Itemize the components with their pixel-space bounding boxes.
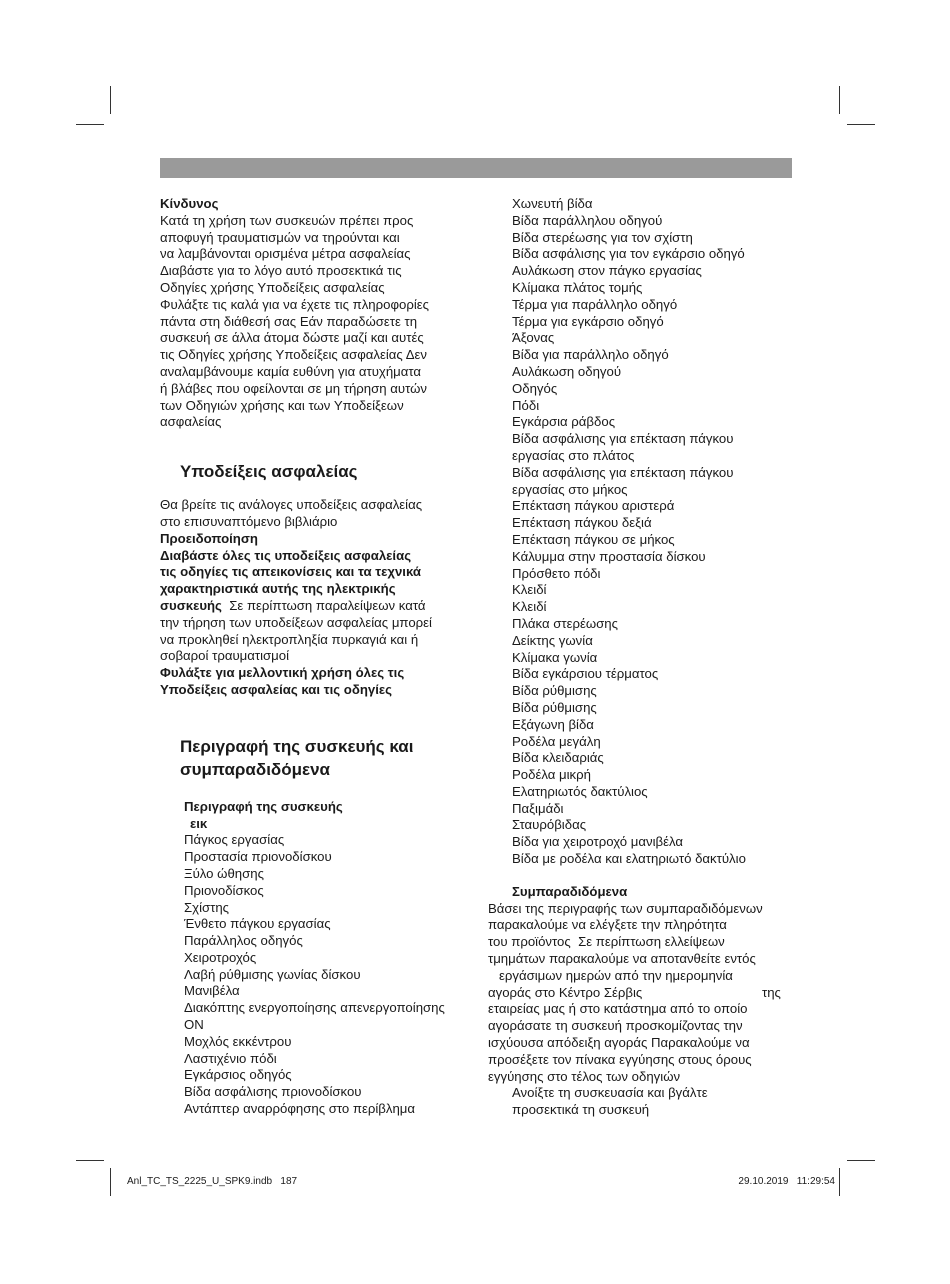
text-line: τις Οδηγίες χρήσης Υποδείξεις ασφαλείας Δεν <box>160 347 427 363</box>
list-item: Εξάγωνη βίδα <box>512 716 594 732</box>
list-item: Παξιμάδι <box>512 800 564 816</box>
list-item: Διακόπτης ενεργοποίησης απενεργοποίησης <box>184 1000 445 1016</box>
list-item: Τέρμα για παράλληλο οδηγό <box>512 296 678 312</box>
list-item: Άξονας <box>512 330 555 346</box>
list-item: Επέκταση πάγκου αριστερά <box>512 498 675 514</box>
list-item: Αυλάκωση οδηγού <box>512 363 622 379</box>
text-line: την τήρηση των υποδείξεων ασφαλείας μπορεί <box>160 614 432 630</box>
list-item: Αυλάκωση στον πάγκο εργασίας <box>512 263 702 279</box>
list-item: Προστασία πριονοδίσκου <box>184 849 332 865</box>
crop-mark <box>839 86 840 114</box>
crop-mark <box>76 124 104 125</box>
bold-word: συσκευής <box>160 597 222 613</box>
text-line: στο επισυναπτόμενο βιβλιάριο <box>160 513 338 529</box>
description-list <box>160 799 480 1118</box>
list-item: Βίδα ασφάλισης πριονοδίσκου <box>184 1084 362 1100</box>
list-item: Πρόσθετο πόδι <box>512 565 601 581</box>
text-line: του προϊόντος Σε περίπτωση ελλείψεων <box>488 934 725 950</box>
list-item: Μοχλός εκκέντρου <box>184 1033 292 1049</box>
text-line: χαρακτηριστικά αυτής της ηλεκτρικής <box>160 581 396 597</box>
list-item: Λαβή ρύθμισης γωνίας δίσκου <box>184 966 361 982</box>
list-item: Βίδα ασφάλισης για επέκταση πάγκου <box>512 464 734 480</box>
list-item: Χειροτροχός <box>184 949 257 965</box>
text-line: Φυλάξτε για μελλοντική χρήση όλες τις <box>160 665 405 681</box>
text-line: να λαμβάνονται ορισμένα μέτρα ασφαλείας <box>160 246 411 262</box>
list-item: Κλίμακα πλάτος τομής <box>512 279 643 295</box>
safety-section <box>160 497 480 699</box>
text-line: εργάσιμων ημερών από την ημερομηνία <box>488 967 733 983</box>
text-line: των Οδηγιών χρήσης και των Υποδείξεων <box>160 397 404 413</box>
device-subheading: Περιγραφή της συσκευής <box>184 798 343 814</box>
text-line: τμημάτων παρακαλούμε να αποτανθείτε εντός <box>488 951 756 967</box>
text-line: Κατά τη χρήση των συσκευών πρέπει προς <box>160 212 414 228</box>
crop-mark <box>839 1168 840 1196</box>
list-item: Πάγκος εργασίας <box>184 832 285 848</box>
text-line: παρακαλούμε να ελέγξετε την πληρότητα <box>488 917 727 933</box>
list-item: Επέκταση πάγκου δεξιά <box>512 515 652 531</box>
text-line <box>160 598 480 615</box>
list-item: Ένθετο πάγκου εργασίας <box>184 916 331 932</box>
text-line: ασφαλείας <box>160 414 222 430</box>
text-line: προσέξετε τον πίνακα εγγύησης στους όρους <box>488 1051 752 1067</box>
text-line: αγοράσατε τη συσκευή προσκομίζοντας την <box>488 1018 743 1034</box>
text-line: εταιρείας μας ή στο κατάστημα από το οποίο <box>488 1001 748 1017</box>
text-span: της <box>762 984 781 1000</box>
list-item: Κλειδί <box>512 582 547 598</box>
text-line: σοβαροί τραυματισμοί <box>160 648 290 664</box>
list-item: Κάλυμμα στην προστασία δίσκου <box>512 548 706 564</box>
text-line: αποφυγή τραυματισμών να τηρούνται και <box>160 229 400 245</box>
list-item: Παράλληλος οδηγός <box>184 933 303 949</box>
crop-mark <box>847 1160 875 1161</box>
list-item: Βίδα εγκάρσιου τέρματος <box>512 666 659 682</box>
text-line: Οδηγίες χρήσης Υποδείξεις ασφαλείας <box>160 279 385 295</box>
text-line: συσκευή σε άλλα άτομα δώστε μαζί και αυτές <box>160 330 424 346</box>
list-item: Βίδα με ροδέλα και ελατηριωτό δακτύλιο <box>512 851 746 867</box>
list-item: Βίδα για χειροτροχό μανιβέλα <box>512 834 684 850</box>
list-item: Ροδέλα μεγάλη <box>512 733 601 749</box>
footer-file: Anl_TC_TS_2225_U_SPK9.indb 187 <box>127 1176 298 1187</box>
list-item: Αντάπτερ αναρρόφησης στο περίβλημα <box>184 1101 416 1117</box>
text-line: να προκληθεί ηλεκτροπληξία πυρκαγιά και ή <box>160 631 419 647</box>
text-line: πάντα στη διάθεσή σας Εάν παραδώσετε τη <box>160 313 418 329</box>
header-bar <box>160 158 792 178</box>
text-line: ή βλάβες που οφείλονται σε μη τήρηση αυτών <box>160 380 428 396</box>
list-item: Βίδα ασφάλισης για τον εγκάρσιο οδηγό <box>512 246 745 262</box>
list-item: Μανιβέλα <box>184 983 240 999</box>
delivery-heading: Συμπαραδιδόμενα <box>512 883 628 899</box>
list-item: Πλάκα στερέωσης <box>512 615 618 631</box>
list-item: Επέκταση πάγκου σε μήκος <box>512 531 675 547</box>
list-item: Σταυρόβιδας <box>512 817 587 833</box>
text-line: Διαβάστε όλες τις υποδείξεις ασφαλείας <box>160 547 412 563</box>
list-item: εργασίας στο πλάτος <box>512 447 635 463</box>
list-item: Ροδέλα μικρή <box>512 767 591 783</box>
parts-list <box>488 196 798 868</box>
right-column <box>488 196 798 1119</box>
crop-mark <box>847 124 875 125</box>
text-line: Υποδείξεις ασφαλείας και τις οδηγίες <box>160 681 393 697</box>
crop-mark <box>110 1168 111 1196</box>
text-span: αγοράς στο Κέντρο Σέρβις <box>488 984 643 1000</box>
heading-line: Περιγραφή της συσκευής και <box>180 736 414 756</box>
left-column <box>160 196 480 1118</box>
danger-title: Κίνδυνος <box>160 196 219 211</box>
danger-text <box>160 213 480 431</box>
step-line: Ανοίξτε τη συσκευασία και βγάλτε <box>512 1085 708 1101</box>
safety-heading: Υποδείξεις ασφαλείας <box>180 462 358 482</box>
text-line: Θα βρείτε τις ανάλογες υποδείξεις ασφαλείας <box>160 497 423 513</box>
list-item: Κλειδί <box>512 599 547 615</box>
list-item: Βίδα για παράλληλο οδηγό <box>512 347 669 363</box>
list-item: Πόδι <box>512 397 540 413</box>
delivery-section <box>488 884 798 1119</box>
text-line: εγγύησης στο τέλος των οδηγιών <box>488 1068 681 1084</box>
list-item: Βίδα κλειδαριάς <box>512 750 604 766</box>
footer-datetime: 29.10.2019 11:29:54 <box>738 1176 835 1187</box>
list-item: Ελατηριωτός δακτύλιος <box>512 783 648 799</box>
list-item: Δείκτης γωνία <box>512 632 593 648</box>
step-line: προσεκτικά τη συσκευή <box>512 1102 650 1118</box>
text-line: τις οδηγίες τις απεικονίσεις και τα τεχνικά <box>160 564 421 580</box>
list-item: Σχίστης <box>184 899 230 915</box>
text-line: ισχύουσα απόδειξη αγοράς Παρακαλούμε να <box>488 1035 750 1051</box>
list-item: Ξύλο ώθησης <box>184 865 264 881</box>
text-line: αναλαμβάνουμε καμία ευθύνη για ατυχήματα <box>160 363 422 379</box>
list-item: Εγκάρσιος οδηγός <box>184 1067 292 1083</box>
text-line: Φυλάξτε τις καλά για να έχετε τις πληροφορίες <box>160 296 430 312</box>
list-item: Εγκάρσια ράβδος <box>512 414 616 430</box>
crop-mark <box>76 1160 104 1161</box>
text-span: Σε περίπτωση παραλείψεων κατά <box>221 597 426 613</box>
list-item: Κλίμακα γωνία <box>512 649 598 665</box>
list-item: Βίδα παράλληλου οδηγού <box>512 212 663 228</box>
list-item: Βίδα στερέωσης για τον σχίστη <box>512 229 693 245</box>
text-line <box>488 985 798 1002</box>
list-item: Χωνευτή βίδα <box>512 196 593 211</box>
heading-line: συμπαραδιδόμενα <box>180 759 330 779</box>
list-item: Οδηγός <box>512 380 558 396</box>
list-item: Πριονοδίσκος <box>184 882 264 898</box>
list-item: Τέρμα για εγκάρσιο οδηγό <box>512 313 664 329</box>
list-item: Βίδα ρύθμισης <box>512 699 597 715</box>
text-line: Διαβάστε για το λόγο αυτό προσεκτικά τις <box>160 263 402 279</box>
list-item: Βίδα ρύθμισης <box>512 683 597 699</box>
list-item: Βίδα ασφάλισης για επέκταση πάγκου <box>512 431 734 447</box>
crop-mark <box>110 86 111 114</box>
text-line: Βάσει της περιγραφής των συμπαραδιδόμενων <box>488 900 763 916</box>
description-heading <box>160 735 480 781</box>
list-item: εργασίας στο μήκος <box>512 481 628 497</box>
figure-label: εικ <box>190 815 208 831</box>
list-item: ON <box>184 1017 204 1033</box>
warning-title: Προειδοποίηση <box>160 530 258 546</box>
list-item: Λαστιχένιο πόδι <box>184 1050 277 1066</box>
